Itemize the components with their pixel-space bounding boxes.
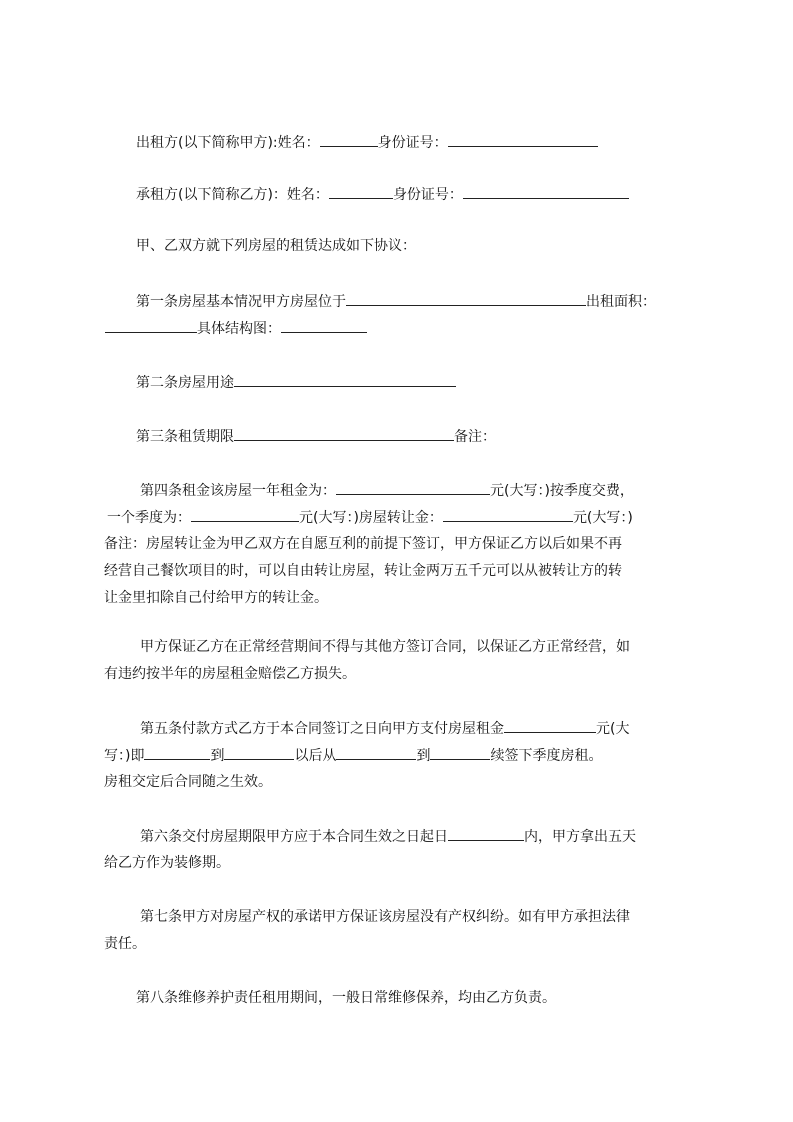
- period-start-blank[interactable]: [144, 745, 210, 760]
- house-location-blank[interactable]: [346, 291, 586, 306]
- transfer-fee-blank[interactable]: [443, 507, 573, 522]
- lessee-line: [136, 184, 629, 205]
- article1-text: 第一条房屋基本情况甲方房屋位于: [136, 294, 346, 310]
- guarantee-line1: [140, 637, 630, 657]
- article3-line: [136, 426, 496, 447]
- article6-text-b: 内，甲方拿出五天: [524, 829, 636, 845]
- delivery-days-blank[interactable]: [448, 826, 524, 841]
- article5-line2: [104, 745, 602, 766]
- lessor-id-label: 身份证号：: [377, 135, 448, 151]
- article4-note-1: 备注：房屋转让金为甲乙双方在自愿互利的前提下签订，甲方保证乙方以后如果不再: [104, 536, 622, 552]
- article1-line2: [105, 318, 367, 339]
- article5-text-e: 以后从: [294, 748, 337, 764]
- article4-line4: [104, 561, 622, 581]
- lessor-label: 出租方(以下简称甲方):姓名：: [136, 135, 320, 151]
- article4-line5: [104, 588, 328, 608]
- next-end-blank[interactable]: [430, 745, 490, 760]
- article1-line1: [136, 291, 656, 312]
- lessee-name-blank[interactable]: [329, 184, 393, 199]
- article4-text-a: 第四条租金该房屋一年租金为：: [140, 483, 336, 499]
- rental-area-blank[interactable]: [105, 318, 197, 333]
- article5-text-b: 元(大: [596, 721, 630, 737]
- article6-text-c: 给乙方作为装修期。: [104, 855, 230, 871]
- article5-text-a: 第五条付款方式乙方于本合同签订之日向甲方支付房屋租金: [140, 721, 504, 737]
- guarantee-line2: [104, 664, 356, 684]
- article5-text-c: 写：)即: [104, 748, 145, 764]
- lessor-line: [136, 132, 598, 153]
- lessee-id-label: 身份证号：: [392, 187, 463, 203]
- article4-text-b: 元(大写：)按季度交费，: [490, 483, 634, 499]
- lease-term-blank[interactable]: [234, 426, 454, 441]
- article6-text-a: 第六条交付房屋期限甲方应于本合同生效之日起日: [140, 829, 448, 845]
- article5-text-h: 房租交定后合同随之生效。: [104, 774, 272, 790]
- article2-text: 第二条房屋用途: [136, 375, 234, 391]
- next-start-blank[interactable]: [336, 745, 416, 760]
- guarantee-text-2: 有违约按半年的房屋租金赔偿乙方损失。: [104, 666, 356, 682]
- article4-text-e: 元(大写：): [572, 510, 633, 526]
- article6-line1: [140, 826, 636, 847]
- lessee-label: 承租方(以下简称乙方)：姓名：: [136, 187, 329, 203]
- article5-text-d: 到: [210, 748, 225, 764]
- article5-text-f: 到: [416, 748, 431, 764]
- article1-structure-label: 具体结构图：: [197, 321, 281, 337]
- guarantee-text-1: 甲方保证乙方在正常经营期间不得与其他方签订合同，以保证乙方正常经营，如: [140, 639, 630, 655]
- article4-text-d: 元(大写：)房屋转让金：: [299, 510, 443, 526]
- article8-line: [136, 988, 556, 1008]
- first-rent-blank[interactable]: [504, 718, 596, 733]
- article4-line3: [104, 534, 622, 554]
- lessee-id-blank[interactable]: [463, 184, 629, 199]
- article4-line1: [140, 480, 634, 501]
- quarter-rent-blank[interactable]: [191, 507, 299, 522]
- article7-text-a: 第七条甲方对房屋产权的承诺甲方保证该房屋没有产权纠纷。如有甲方承担法律: [140, 909, 630, 925]
- article4-line2: [107, 507, 633, 528]
- article5-text-g: 续签下季度房租。: [490, 748, 603, 764]
- house-use-blank[interactable]: [234, 372, 456, 387]
- article3-text: 第三条租赁期限: [136, 429, 234, 445]
- lessor-id-blank[interactable]: [448, 132, 598, 147]
- lessor-name-blank[interactable]: [320, 132, 378, 147]
- article1-area-label: 出租面积：: [586, 294, 656, 310]
- article6-line2: [104, 853, 230, 873]
- article5-line3: [104, 772, 272, 792]
- article4-note-3: 让金里扣除自己付给甲方的转让金。: [104, 590, 328, 606]
- article2-line: [136, 372, 456, 393]
- article7-line2: [104, 934, 146, 954]
- article7-line1: [140, 907, 630, 927]
- article7-text-b: 责任。: [104, 936, 146, 952]
- structure-blank[interactable]: [281, 318, 367, 333]
- article3-note-label: 备注：: [454, 429, 496, 445]
- annual-rent-blank[interactable]: [336, 480, 490, 495]
- period-end-blank[interactable]: [224, 745, 294, 760]
- article4-note-2: 经营自己餐饮项目的时，可以自由转让房屋，转让金两万五千元可以从被转让方的转: [104, 563, 622, 579]
- article8-text: 第八条维修养护责任租用期间，一般日常维修保养，均由乙方负责。: [136, 990, 556, 1006]
- intro-text: 甲、乙双方就下列房屋的租赁达成如下协议：: [136, 238, 416, 254]
- article5-line1: [140, 718, 629, 739]
- article4-text-c: 一个季度为：: [107, 510, 191, 526]
- intro-line: [136, 236, 416, 256]
